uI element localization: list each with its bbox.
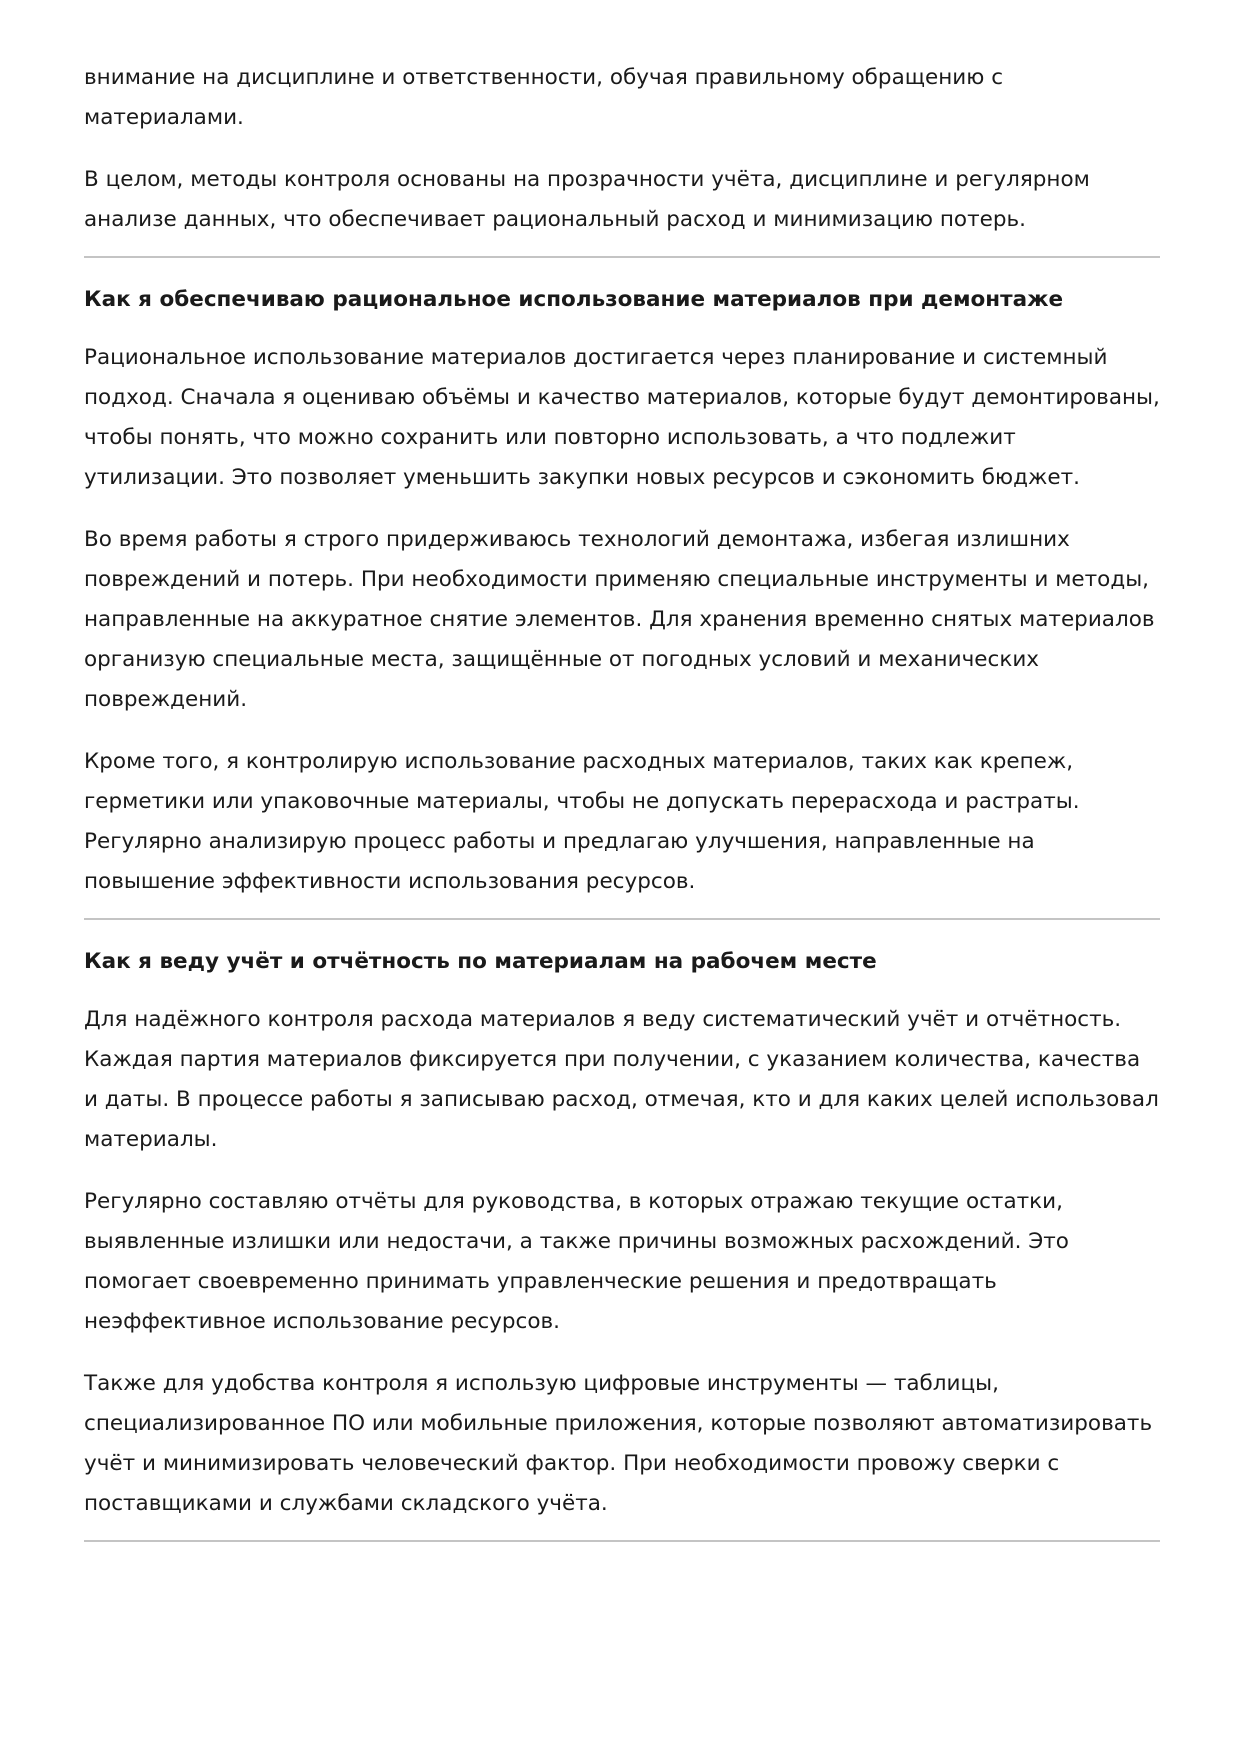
section-2-paragraph-1: Для надёжного контроля расхода материалов я веду систематический учёт и отчётность. Каждая партия материалов фиксируется при получении, с указанием количества, качества и даты. В процессе работы я записываю расход, отмечая, кто и для каких целей использовал материалы. <box>84 1007 1159 1152</box>
section-1-paragraph-2: Во время работы я строго придерживаюсь технологий демонтажа, избегая излишних повреждений и потерь. При необходимости применяю специальные инструменты и методы, направленные на аккуратное снятие элементов. Для хранения временно снятых материалов организую специальные места, защищённые от погодных условий и механических повреждений. <box>84 527 1155 712</box>
intro-paragraph-1: внимание на дисциплине и ответственности, обучая правильному обращению с материалами. <box>84 65 1004 130</box>
section-2-heading: Как я веду учёт и отчётность по материалам на рабочем месте <box>84 949 877 974</box>
section-divider <box>84 1540 1160 1542</box>
document-page <box>84 58 1160 1542</box>
section-2-paragraph-3: Также для удобства контроля я использую цифровые инструменты — таблицы, специализированное ПО или мобильные приложения, которые позволяют автоматизировать учёт и минимизировать человеческий фактор. При необходимости провожу сверки с поставщиками и службами складского учёта. <box>84 1371 1153 1516</box>
section-1-heading: Как я обеспечиваю рациональное использование материалов при демонтаже <box>84 287 1064 312</box>
section-divider <box>84 256 1160 258</box>
section-1-paragraph-1: Рациональное использование материалов достигается через планирование и системный подход. Сначала я оцениваю объёмы и качество материалов, которые будут демонтированы, чтобы понять, что можно сохранить или повторно использовать, а что подлежит утилизации. Это позволяет уменьшить закупки новых ресурсов и сэкономить бюджет. <box>84 345 1160 490</box>
section-1-paragraph-3: Кроме того, я контролирую использование расходных материалов, таких как крепеж, герметики или упаковочные материалы, чтобы не допускать перерасхода и растраты. Регулярно анализирую процесс работы и предлагаю улучшения, направленные на повышение эффективности использования ресурсов. <box>84 749 1080 894</box>
section-divider <box>84 918 1160 920</box>
intro-paragraph-2: В целом, методы контроля основаны на прозрачности учёта, дисциплине и регулярном анализе данных, что обеспечивает рациональный расход и минимизацию потерь. <box>84 167 1090 232</box>
section-2-paragraph-2: Регулярно составляю отчёты для руководства, в которых отражаю текущие остатки, выявленные излишки или недостачи, а также причины возможных расхождений. Это помогает своевременно принимать управленческие решения и предотвращать неэффективное использование ресурсов. <box>84 1189 1069 1334</box>
